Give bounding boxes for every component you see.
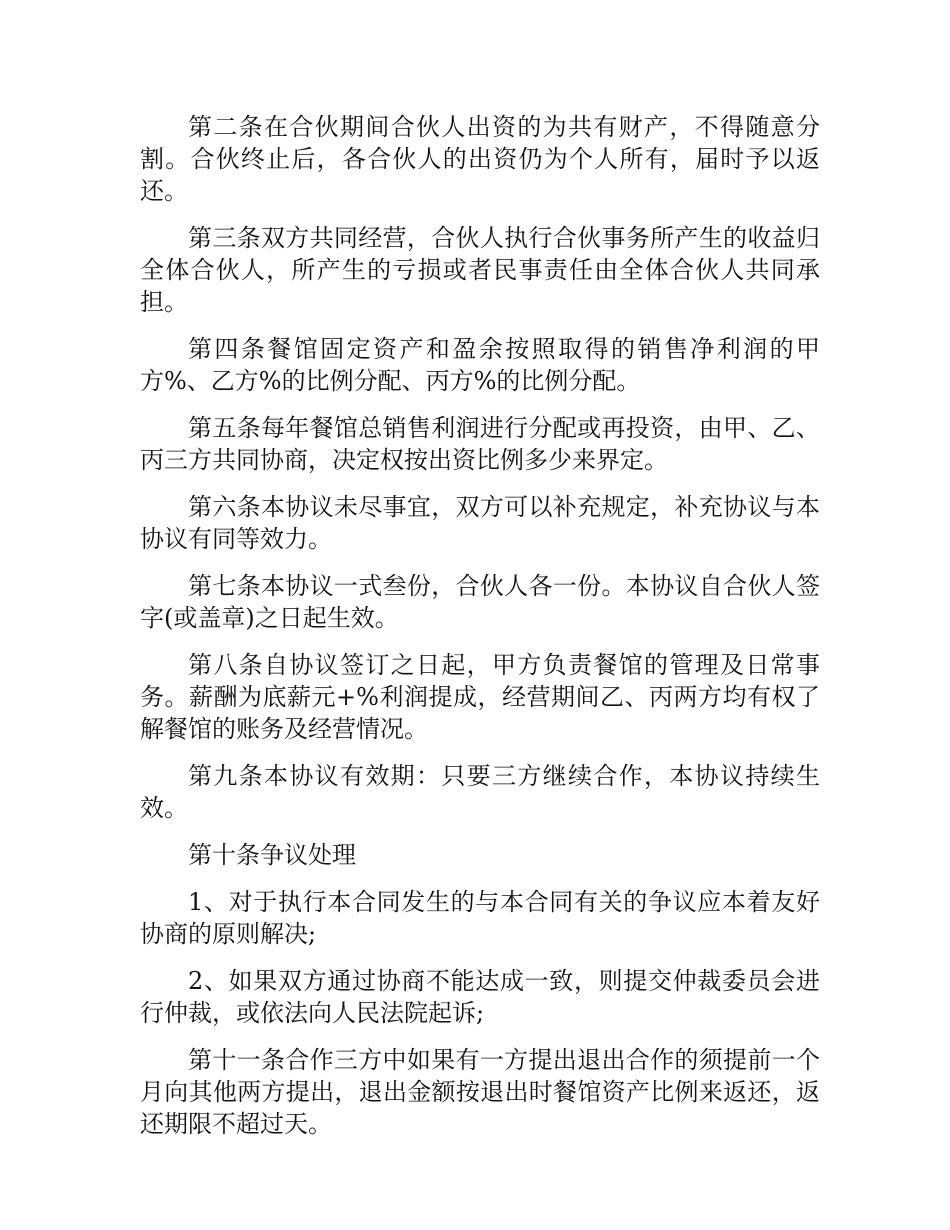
clause-10-item-2: 2、如果双方通过协商不能达成一致，则提交仲裁委员会进行仲裁，或依法向人民法院起诉;: [140, 967, 820, 1027]
clause-6: 第六条本协议未尽事宜，双方可以补充规定，补充协议与本协议有同等效力。: [140, 493, 820, 553]
document-body: [140, 111, 820, 1155]
clause-9: 第九条本协议有效期：只要三方继续合作，本协议持续生效。: [140, 762, 820, 822]
clause-10-item-1: 1、对于执行本合同发生的与本合同有关的争议应本着友好协商的原则解决;: [140, 888, 820, 948]
clause-2: 第二条在合伙期间合伙人出资的为共有财产，不得随意分割。合伙终止后，各合伙人的出资仍为个人所有，届时予以返还。: [140, 113, 820, 205]
clause-8: 第八条自协议签订之日起，甲方负责餐馆的管理及日常事务。薪酬为底薪元+%利润提成，经营期间乙、丙两方均有权了解餐馆的账务及经营情况。: [140, 651, 820, 743]
clause-10-heading: 第十条争议处理: [188, 841, 356, 869]
clause-7: 第七条本协议一式叁份，合伙人各一份。本协议自合伙人签字(或盖章)之日起生效。: [140, 572, 820, 632]
clause-11: 第十一条合作三方中如果有一方提出退出合作的须提前一个月向其他两方提出，退出金额按退出时餐馆资产比例来返还，返还期限不超过天。: [140, 1046, 820, 1138]
clause-5: 第五条每年餐馆总销售利润进行分配或再投资，由甲、乙、丙三方共同协商，决定权按出资比例多少来界定。: [140, 414, 820, 474]
clause-3: 第三条双方共同经营，合伙人执行合伙事务所产生的收益归全体合伙人，所产生的亏损或者民事责任由全体合伙人共同承担。: [140, 224, 820, 316]
clause-4: 第四条餐馆固定资产和盈余按照取得的销售净利润的甲方%、乙方%的比例分配、丙方%的比例分配。: [140, 335, 820, 395]
